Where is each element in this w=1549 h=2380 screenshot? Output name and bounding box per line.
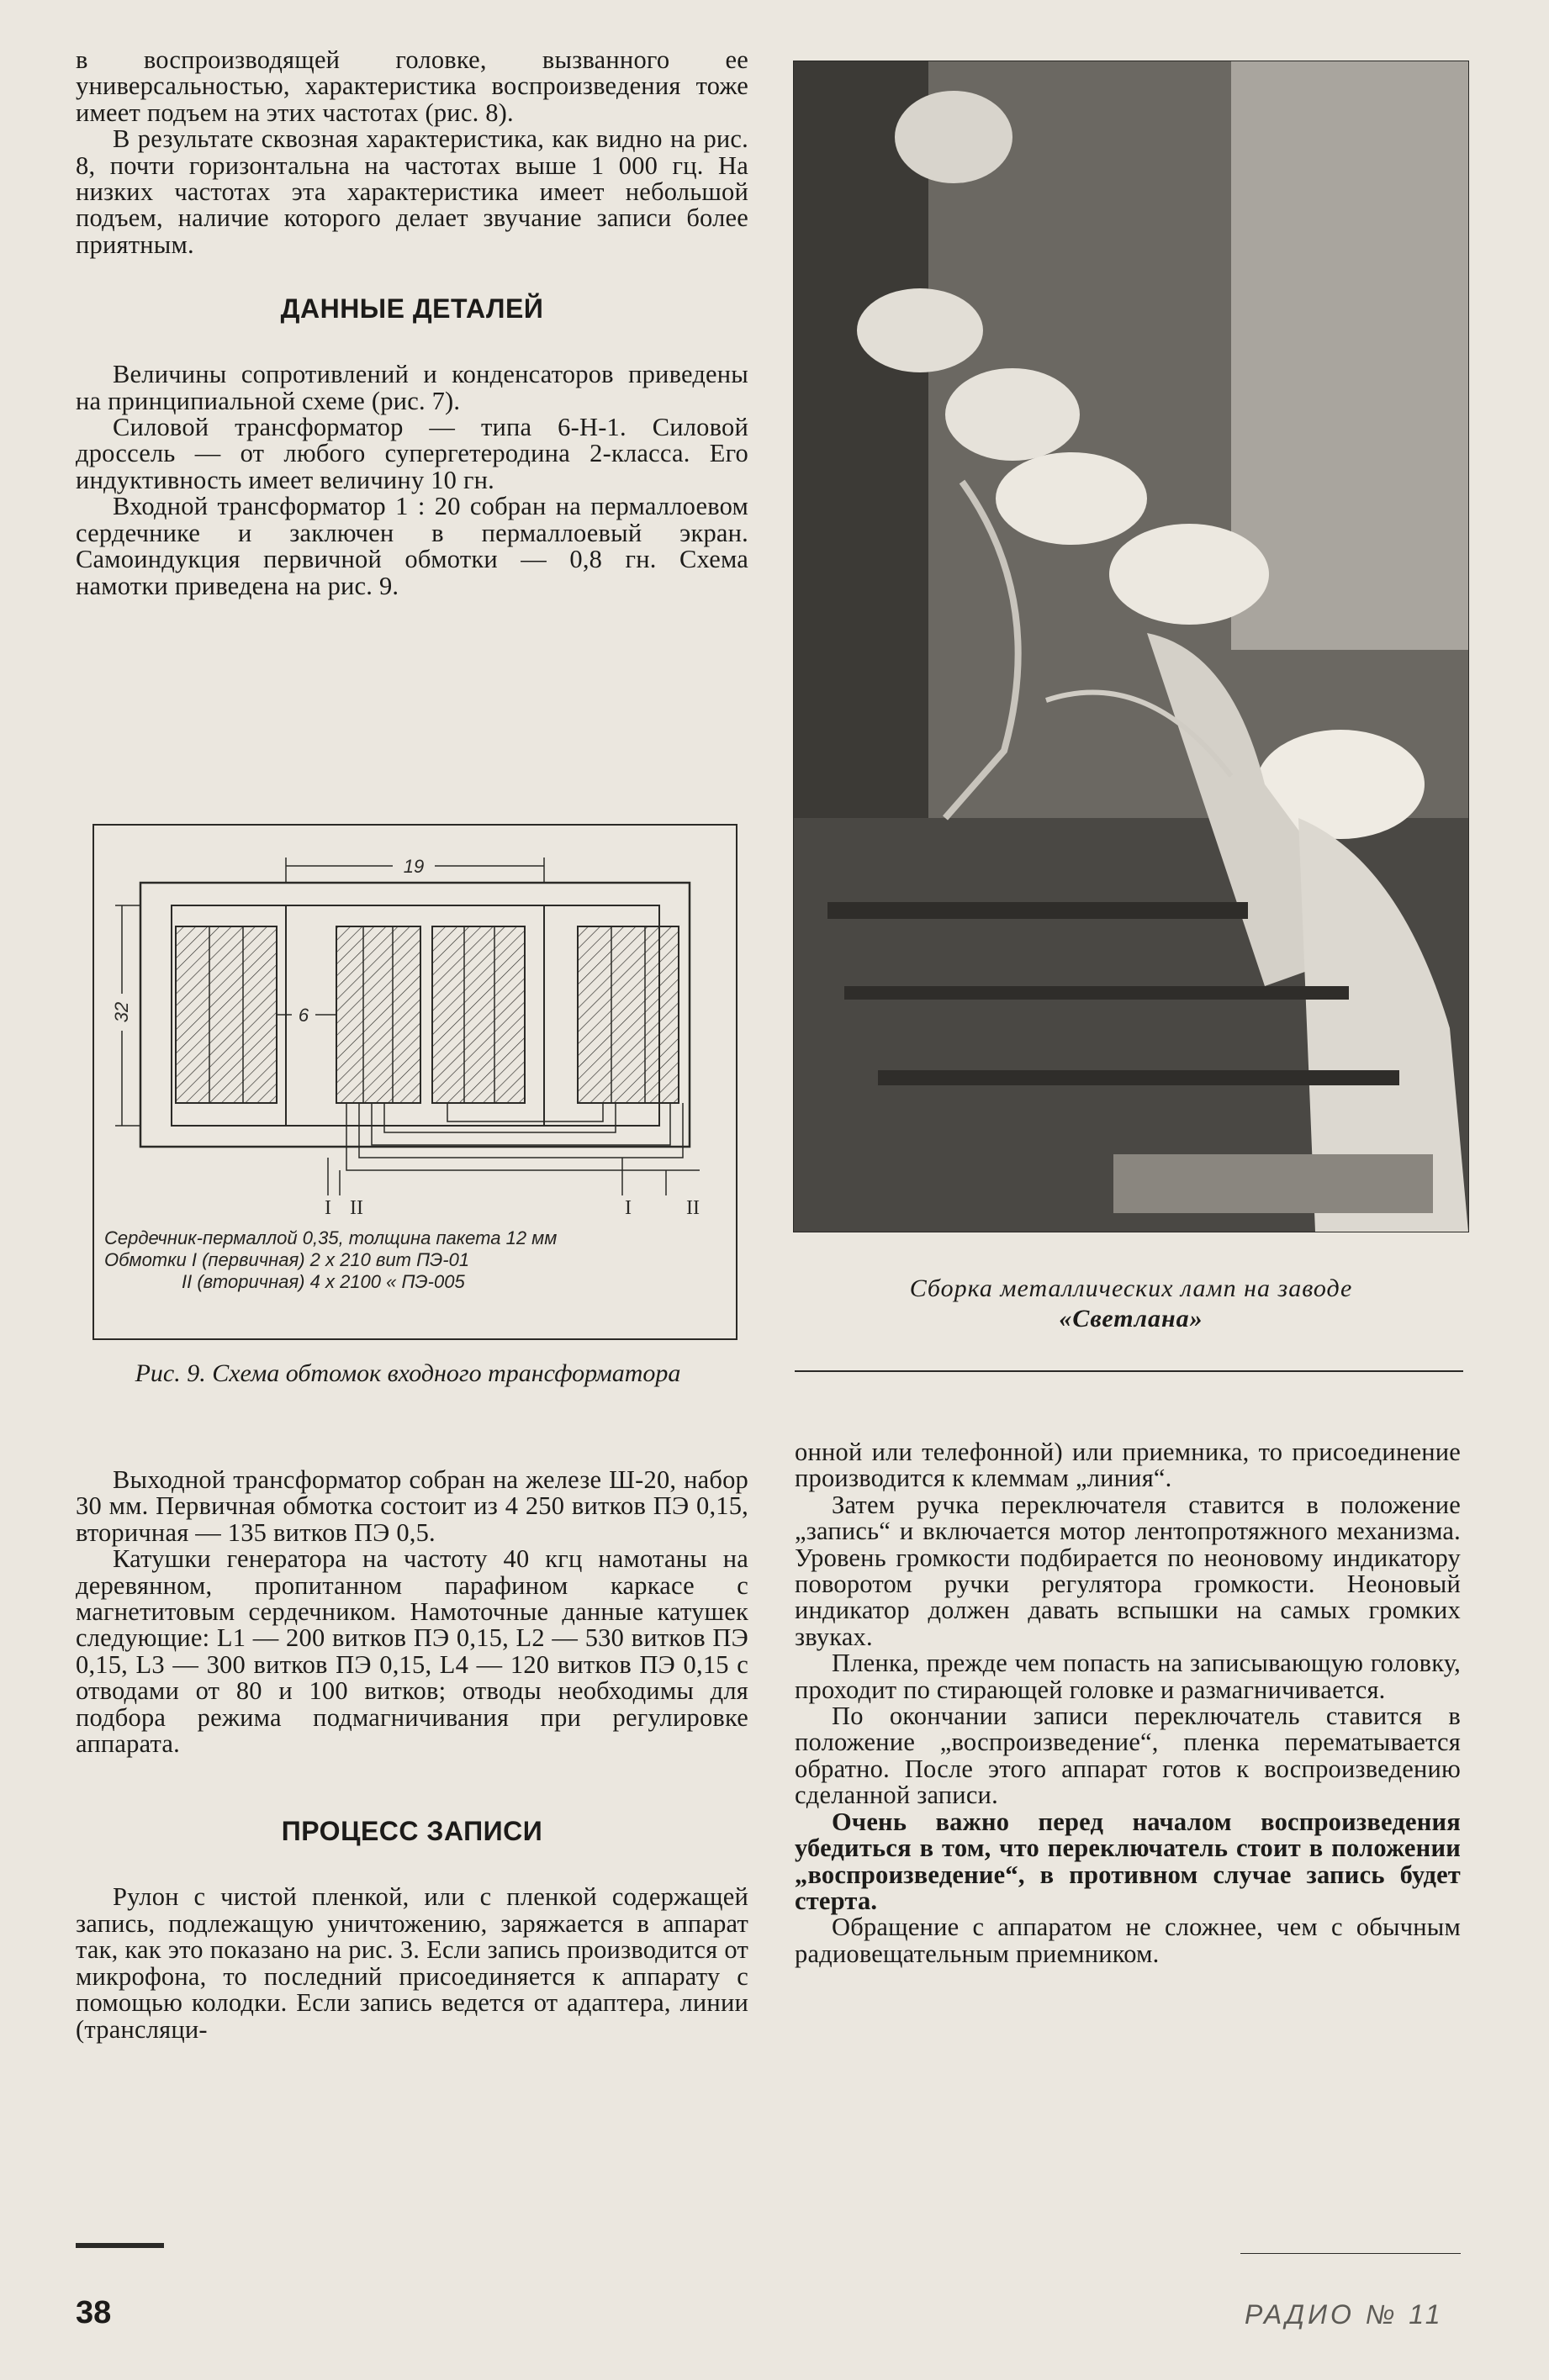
dim-gap-label: 6 <box>298 1005 309 1026</box>
legend-core: Сердечник-пермаллой 0,35, толщина пакета 12 мм <box>104 1227 558 1248</box>
paragraph-5: Входной трансформатор 1 : 20 собран на пермаллоевом сердечнике и заключен в пермаллоевый экран. Самоиндукция первичной обмотки — 0,8 гн. Схема намотки приведена на рис. 9. <box>76 492 748 600</box>
legend-winding-primary: Обмотки I (первичная) 2 x 210 вит ПЭ-01 <box>104 1249 470 1270</box>
paragraph-4: Силовой трансформатор — типа 6-Н-1. Силовой дроссель — от любого супергетеродина 2-класса. Его индуктивность имеет величину 10 гн. <box>76 413 748 494</box>
right-column-bottom <box>795 1439 1461 1967</box>
paragraph-9: онной или телефонной) или приемника, то присоединение производится к клеммам „линия“. <box>795 1438 1461 1493</box>
figure-caption: Рис. 9. Схема обтомок входного трансформатора <box>135 1359 681 1387</box>
left-column-top <box>76 47 748 599</box>
dim-top-label: 19 <box>403 856 425 877</box>
figure-transformer-winding <box>93 824 737 1340</box>
coil-center-1 <box>336 926 420 1103</box>
heading-recording-process: ПРОЦЕСС ЗАПИСИ <box>281 1816 543 1847</box>
page-number: 38 <box>76 2295 112 2330</box>
paragraph-10: Затем ручка переключателя ставится в положение „запись“ и включается мотор лентопротяжного механизма. Уровень громкости подбирается по неоновому индикатору поворотом ручки регулятора громкости. Неоновый индикатор должен давать вспышки на самых громких звуках. <box>795 1490 1461 1651</box>
photo-illustration <box>794 61 1468 1232</box>
paragraph-2: В результате сквозная характеристика, как видно на рис. 8, почти горизонтальна на частотах выше 1 000 гц. На низких частотах эта характеристика имеет небольшой подъем, наличие которого делает звучание записи более приятным. <box>76 124 748 259</box>
paragraph-13-warning: Очень важно перед началом воспроизведения убедиться в том, что переключатель стоит в положении „воспроизведение“, в противном случае запись будет стерта. <box>795 1807 1461 1915</box>
paragraph-12: По окончании записи переключатель ставится в положение „воспроизведение“, пленка перематывается обратно. После этого аппарат готов к воспроизведению сделанной записи. <box>795 1702 1461 1810</box>
lead-label-II-right: II <box>686 1197 700 1219</box>
photo-caption-line2: «Светлана» <box>1059 1305 1203 1332</box>
footer-rule-right <box>1240 2253 1461 2254</box>
coil-left-outer <box>176 926 277 1103</box>
figure-legend <box>104 1227 727 1293</box>
coil-center-2 <box>432 926 525 1103</box>
paragraph-3: Величины сопротивлений и конденсаторов приведены на принципиальной схеме (рис. 7). <box>76 360 748 415</box>
factory-photo <box>793 61 1469 1232</box>
paragraph-7: Катушки генератора на частоту 40 кгц намотаны на деревянном, пропитанном парафином каркасе с магнетитовым сердечником. Намоточные данные катушек следующие: L1 — 200 витков ПЭ 0,15, L2 — 530 витков ПЭ 0,15, L3 — 300 витков ПЭ 0,15, L4 — 120 витков ПЭ 0,15 с отводами от 80 и 100 витков; отводы необходимы для подбора режима подмагничивания при регулировке аппарата. <box>76 1544 748 1759</box>
photo-caption-line1: Сборка металлических ламп на заводе <box>909 1274 1353 1302</box>
lead-label-II-left: II <box>350 1197 363 1219</box>
paragraph-14: Обращение с аппаратом не сложнее, чем с обычным радиовещательным приемником. <box>795 1913 1461 1968</box>
paragraph-6: Выходной трансформатор собран на железе Ш-20, набор 30 мм. Первичная обмотка состоит из 4 250 витков ПЭ 0,15, вторичная — 135 витков ПЭ 0,5. <box>76 1465 748 1547</box>
dim-side-label: 32 <box>111 1001 132 1023</box>
section-divider <box>795 1370 1463 1372</box>
coil-right-outer <box>578 926 679 1103</box>
left-column-bottom <box>76 1467 748 2043</box>
footer-rule-left <box>76 2243 164 2248</box>
paragraph-1: в воспроизводящей головке, вызванного ее универсальностью, характеристика воспроизведения тоже имеет подъем на этих частотах (рис. 8). <box>76 45 748 127</box>
magazine-title: РАДИО № 11 <box>1245 2299 1444 2330</box>
lead-label-I-right: I <box>625 1197 632 1219</box>
photo-caption <box>795 1274 1467 1334</box>
paragraph-11: Пленка, прежде чем попасть на записывающую головку, проходит по стирающей головке и размагничивается. <box>795 1649 1461 1704</box>
lead-label-I-left: I <box>325 1197 331 1219</box>
heading-parts-data: ДАННЫЕ ДЕТАЛЕЙ <box>280 293 544 325</box>
legend-winding-secondary: II (вторичная) 4 x 2100 « ПЭ-005 <box>182 1271 465 1292</box>
paragraph-8: Рулон с чистой пленкой, или с пленкой содержащей запись, подлежащую уничтожению, заряжается в аппарат так, как это показано на рис. 3. Если запись производится от микрофона, то последний присоединяется к аппарату с помощью колодки. Если запись ведется от адаптера, линии (трансляци- <box>76 1882 748 2044</box>
